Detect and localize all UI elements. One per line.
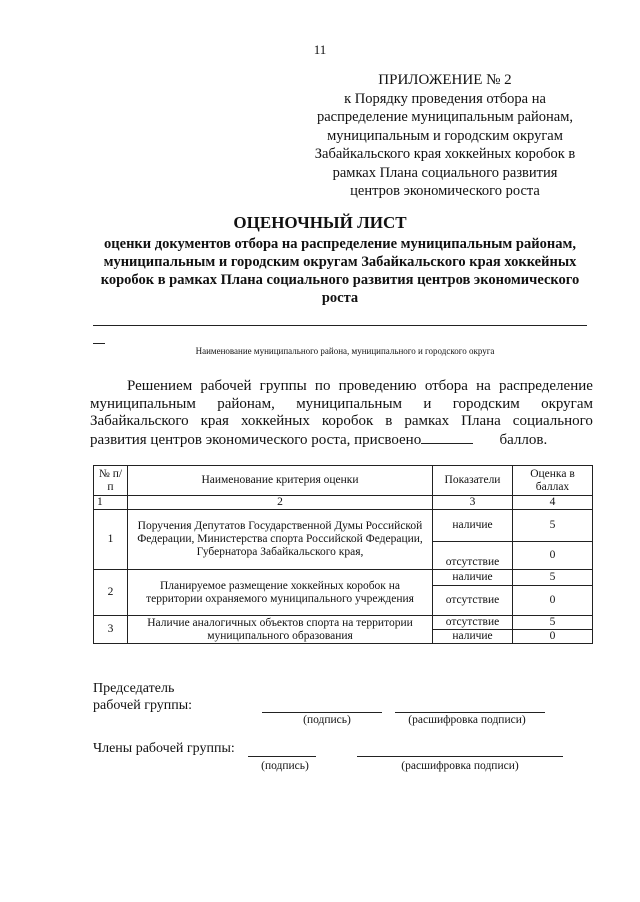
word: коробок [321, 413, 374, 429]
column-number-row [94, 496, 593, 510]
row-score: 5 [513, 570, 593, 586]
members-label: Члены рабочей группы: [93, 741, 235, 756]
form-title: ОЦЕНОЧНЫЙ ЛИСТ [233, 213, 407, 232]
row-num: 1 [94, 510, 128, 570]
subtitle-line: муниципальным и городским округам Забайкальского края хоккейных [103, 254, 577, 270]
word: рабочей [200, 378, 252, 394]
row-indicator: наличие [433, 630, 513, 644]
signature-caption: (подпись) [261, 760, 309, 772]
appendix-line: к Порядку проведения отбора на [344, 90, 546, 107]
members-signature-line [248, 756, 316, 757]
word: на [476, 378, 491, 394]
decoding-caption: (расшифровка подписи) [401, 760, 519, 772]
word: и [423, 395, 432, 412]
appendix-line: распределение муниципальным районам, [316, 109, 574, 125]
word: отбора [424, 378, 468, 394]
word: проведению [338, 378, 417, 394]
appendix-line: муниципальным и городским округам [327, 127, 563, 144]
appendix-line: центров экономического роста [350, 183, 540, 199]
column-number: 3 [433, 496, 513, 510]
subtitle-line: роста [321, 290, 359, 306]
word: муниципальным [90, 395, 196, 412]
row-num: 3 [94, 616, 128, 644]
word: Плана [461, 413, 501, 429]
row-criterion: Планируемое размещение хоккейных коробок на территории охраняемого муниципального учреждения [128, 570, 433, 616]
word: городским [452, 395, 520, 412]
word: Забайкальского [90, 413, 189, 429]
header-score: Оценка в баллах [513, 466, 593, 496]
row-score: 5 [513, 616, 593, 630]
row-num: 2 [94, 570, 128, 616]
appendix-line: рамках Плана социального развития [332, 164, 558, 181]
decision-paragraph [90, 378, 593, 449]
decision-line [90, 378, 593, 396]
page-number: 11 [313, 42, 327, 57]
table-header-row [94, 466, 593, 496]
appendix-line: Забайкальского края хоккейных коробок в [314, 146, 576, 162]
criteria-table [93, 465, 593, 644]
members-decoding-line [357, 756, 563, 757]
word: округам [541, 395, 593, 412]
column-number: 1 [94, 496, 128, 510]
municipality-caption: Наименование муниципального района, муниципального и городского округа [195, 346, 495, 356]
row-indicator: отсутствие [433, 586, 513, 616]
table-row [94, 510, 593, 542]
points-fill-line [421, 431, 473, 444]
row-indicator: отсутствие [433, 542, 513, 570]
table-row [94, 616, 593, 630]
word: в [385, 413, 393, 429]
appendix-header [300, 71, 590, 201]
header-num: № п/п [94, 466, 128, 496]
decision-line [90, 413, 593, 431]
word: социального [512, 413, 593, 429]
decision-text: развития центров экономического роста, присвоено [90, 431, 422, 448]
form-subtitle [80, 235, 600, 307]
decoding-caption: (расшифровка подписи) [408, 714, 526, 726]
row-score: 5 [513, 510, 593, 542]
row-indicator: наличие [433, 570, 513, 586]
word: Решением [127, 378, 193, 394]
signature-caption: (подпись) [303, 714, 351, 726]
decision-text: баллов. [499, 431, 548, 448]
word: хоккейных [240, 413, 310, 429]
chairman-signature-line [262, 712, 382, 713]
decision-line [90, 396, 593, 414]
word: районам, [217, 395, 275, 412]
row-criterion: Наличие аналогичных объектов спорта на территории муниципального образования [128, 616, 433, 644]
subtitle-line: оценки документов отбора на распределение муниципальным районам, [104, 236, 576, 252]
row-score: 0 [513, 586, 593, 616]
municipality-fill-line-short [93, 343, 105, 344]
word: по [314, 378, 331, 394]
header-criterion: Наименование критерия оценки [128, 466, 433, 496]
row-criterion: Поручения Депутатов Государственной Думы Российской Федерации, Министерства спорта Российской Федерации, Губернатора Забайкальского края, [128, 510, 433, 570]
chairman-label: Председатель [93, 681, 175, 696]
municipality-fill-line [93, 325, 587, 326]
chairman-label-line2: рабочей группы: [93, 698, 193, 713]
chairman-decoding-line [395, 712, 545, 713]
word: группы [259, 378, 307, 394]
word: распределение [498, 378, 593, 394]
row-indicator: отсутствие [433, 616, 513, 630]
table-row [94, 570, 593, 586]
row-score: 0 [513, 542, 593, 570]
subtitle-line: коробок в рамках Плана социального развития центров экономического [100, 272, 580, 288]
appendix-title: ПРИЛОЖЕНИЕ № 2 [378, 72, 512, 88]
word: края [200, 413, 229, 429]
word: муниципальным [296, 395, 403, 412]
row-indicator: наличие [433, 510, 513, 542]
word: рамках [404, 413, 450, 429]
row-score: 0 [513, 630, 593, 644]
decision-line [90, 431, 593, 450]
column-number: 4 [513, 496, 593, 510]
column-number: 2 [128, 496, 433, 510]
header-indicators: Показатели [433, 466, 513, 496]
